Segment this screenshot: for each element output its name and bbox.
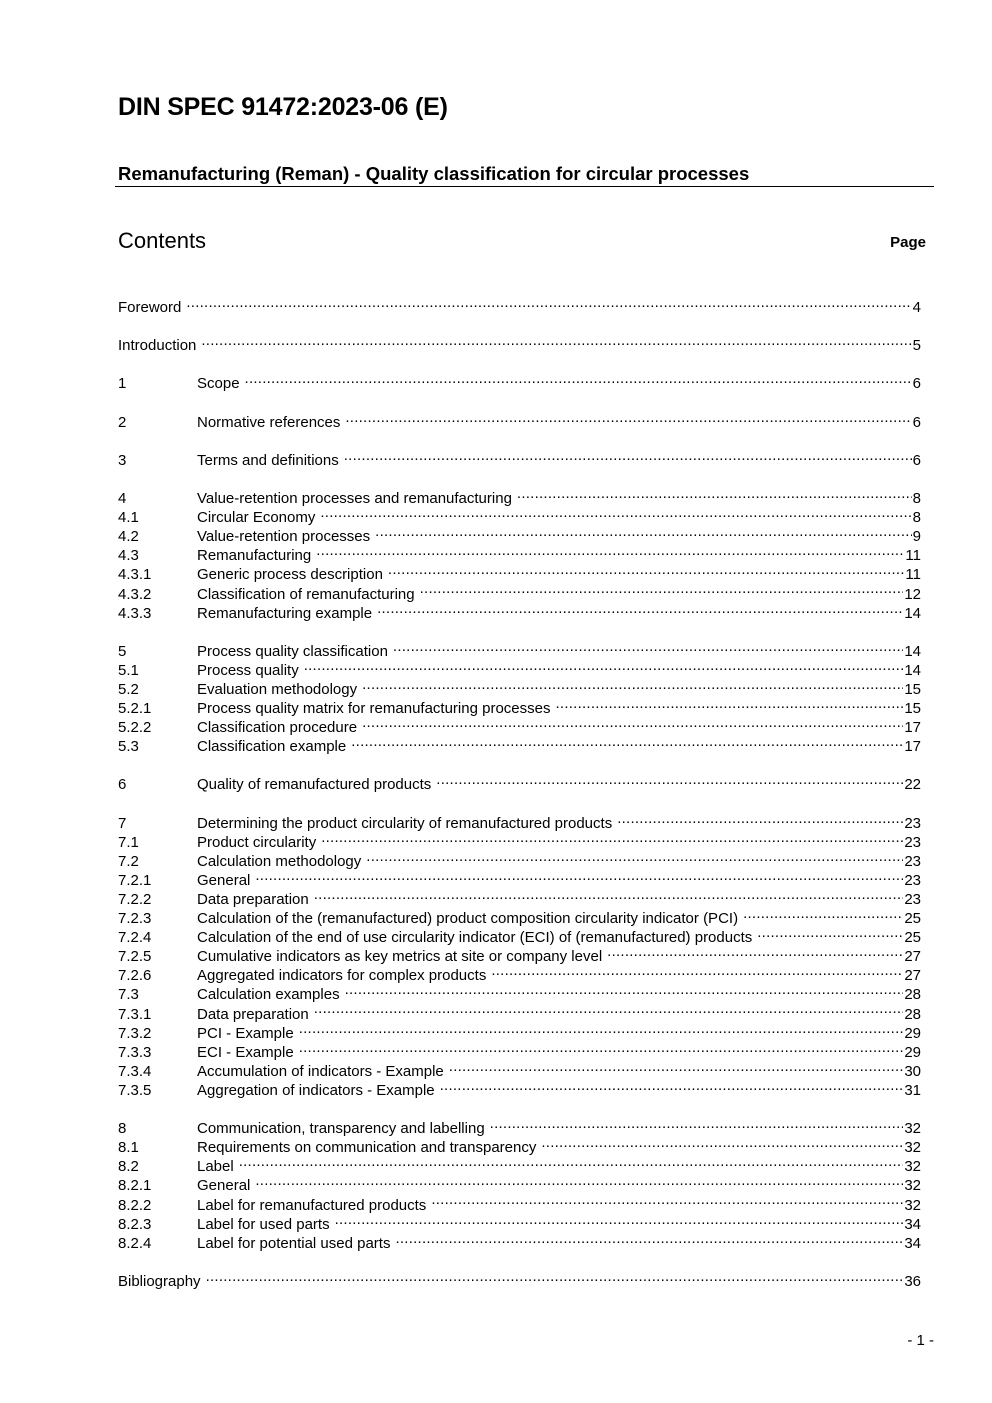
- toc-dot-leader: [388, 560, 905, 579]
- toc-entry-number: 8: [118, 1120, 127, 1138]
- document-title: DIN SPEC 91472:2023-06 (E): [118, 93, 448, 121]
- subtitle-divider: [115, 186, 934, 187]
- toc-entry-page: 17: [904, 738, 921, 756]
- toc-entry-number: 4.1: [118, 509, 139, 527]
- toc-dot-leader: [345, 980, 904, 999]
- toc-dot-leader: [366, 847, 903, 866]
- toc-dot-leader: [375, 522, 912, 541]
- toc-entry-number: 7: [118, 814, 127, 832]
- toc-dot-leader: [351, 732, 903, 751]
- toc-entry-page: 36: [904, 1272, 921, 1290]
- toc-entry-title: Quality of remanufactured products: [197, 776, 432, 794]
- toc-entry-number: 8.2.3: [118, 1215, 152, 1233]
- toc-dot-leader: [490, 1114, 904, 1133]
- toc-entry-number: 7.3.3: [118, 1043, 152, 1061]
- toc-entry[interactable]: [118, 1152, 921, 1176]
- toc-entry-number: 5.3: [118, 738, 139, 756]
- toc-entry-page: 11: [905, 566, 921, 584]
- toc-entry-number: 4.3.2: [118, 585, 152, 603]
- toc-dot-leader: [316, 541, 904, 560]
- toc-entry-number: 5.2.2: [118, 719, 152, 737]
- toc-entry-page: 14: [904, 642, 921, 660]
- toc-entry[interactable]: [118, 369, 921, 393]
- toc-entry-page: 32: [904, 1158, 921, 1176]
- toc-entry-page: 6: [912, 375, 921, 393]
- toc-dot-leader: [743, 904, 903, 923]
- toc-entry-title: Cumulative indicators as key metrics at site or company level: [197, 948, 603, 966]
- toc-dot-leader: [239, 1152, 904, 1171]
- toc-entry-page: 23: [904, 852, 921, 870]
- toc-entry-number: 5.1: [118, 661, 139, 679]
- toc-entry-page: 15: [904, 680, 921, 698]
- page-column-heading: Page: [890, 234, 926, 251]
- toc-entry-page: 23: [904, 891, 921, 908]
- toc-entry-title: PCI - Example: [197, 1024, 294, 1042]
- toc-entry-page: 32: [904, 1139, 921, 1157]
- toc-entry-number: 6: [118, 776, 127, 794]
- toc-entry-title: Classification procedure: [197, 719, 358, 737]
- toc-entry-title: General: [197, 871, 251, 889]
- toc-entry-title: General: [197, 1177, 251, 1195]
- toc-dot-leader: [393, 637, 903, 656]
- toc-entry-title: Calculation methodology: [197, 852, 362, 870]
- toc-entry-page: 29: [904, 1043, 921, 1061]
- toc-entry[interactable]: [118, 770, 921, 794]
- toc-entry-page: 8: [912, 490, 921, 508]
- toc-entry[interactable]: [118, 331, 921, 355]
- toc-entry-title: Product circularity: [197, 833, 317, 851]
- toc-entry-number: 5: [118, 642, 127, 660]
- toc-entry-page: 9: [912, 528, 921, 546]
- toc-entry-page: 31: [904, 1081, 921, 1099]
- toc-entry-title: Label for used parts: [197, 1215, 330, 1233]
- toc-entry-page: 27: [904, 948, 921, 966]
- toc-entry-page: 12: [904, 585, 921, 603]
- toc-entry-page: 34: [904, 1215, 921, 1233]
- toc-entry[interactable]: [118, 637, 921, 660]
- toc-entry-page: 27: [904, 967, 921, 985]
- toc-entry-page: 28: [904, 986, 921, 1004]
- toc-entry-number: 7.2.5: [118, 948, 152, 966]
- toc-entry-number: 1: [118, 375, 127, 393]
- toc-entry-page: 22: [904, 776, 921, 794]
- toc-entry-title: Normative references: [197, 413, 341, 431]
- toc-entry-number: 7.3: [118, 986, 139, 1004]
- toc-entry-number: 7.2.2: [118, 891, 152, 908]
- toc-entry-title: Accumulation of indicators - Example: [197, 1062, 444, 1080]
- toc-entry-page: 30: [904, 1062, 921, 1080]
- toc-entry-number: 7.3.4: [118, 1062, 152, 1080]
- toc-entry-number: 4.3: [118, 547, 139, 565]
- toc-entry-title: Classification example: [197, 738, 347, 756]
- toc-entry-title: Determining the product circularity of remanufactured products: [197, 814, 613, 832]
- toc-entry-title: Classification of remanufacturing: [197, 585, 415, 603]
- toc-entry[interactable]: [118, 484, 921, 508]
- toc-entry-title: Calculation examples: [197, 986, 340, 1004]
- toc-entry[interactable]: [118, 293, 921, 317]
- toc-dot-leader: [395, 1229, 903, 1248]
- toc-dot-leader: [320, 503, 911, 522]
- toc-entry-page: 6: [912, 451, 921, 469]
- toc-entry-number: 2: [118, 413, 127, 431]
- toc-entry-number: 8.2.2: [118, 1196, 152, 1214]
- toc-entry-number: 7.2.3: [118, 910, 152, 928]
- toc-entry-page: 4: [912, 299, 921, 317]
- toc-dot-leader: [345, 408, 911, 427]
- toc-entry[interactable]: [118, 1114, 921, 1138]
- toc-dot-leader: [255, 1171, 903, 1190]
- toc-dot-leader: [555, 694, 903, 713]
- toc-entry-title: Value-retention processes and remanufacturing: [197, 490, 512, 508]
- toc-entry-title: Value-retention processes: [197, 528, 371, 546]
- toc-entry-page: 23: [904, 833, 921, 851]
- toc-entry-number: 7.2.4: [118, 929, 152, 947]
- toc-entry-title: Calculation of the (remanufactured) product composition circularity indicator (PCI): [197, 910, 739, 928]
- toc-entry[interactable]: [118, 446, 921, 469]
- toc-dot-leader: [362, 675, 903, 694]
- toc-entry-number: 5.2: [118, 680, 139, 698]
- toc-entry-title: Process quality matrix for remanufacturing processes: [197, 700, 551, 718]
- toc-entry-title: Aggregation of indicators - Example: [197, 1081, 435, 1099]
- toc-dot-leader: [344, 446, 912, 465]
- toc-entry-number: 8.1: [118, 1139, 139, 1157]
- toc-dot-leader: [420, 579, 904, 598]
- toc-entry-page: 32: [904, 1120, 921, 1138]
- toc-entry-title: Circular Economy: [197, 509, 316, 527]
- toc-entry-number: 4: [118, 490, 127, 508]
- toc-dot-leader: [314, 885, 904, 904]
- toc-dot-leader: [436, 770, 903, 789]
- toc-entry-page: 28: [904, 1005, 921, 1023]
- toc-entry-title: Requirements on communication and transparency: [197, 1139, 537, 1157]
- document-subtitle: Remanufacturing (Reman) - Quality classification for circular processes: [118, 163, 750, 184]
- toc-entry-number: 4.2: [118, 528, 139, 546]
- toc-dot-leader: [255, 866, 903, 885]
- toc-entry-page: 11: [905, 547, 921, 565]
- toc-entry-title: Scope: [197, 375, 240, 393]
- toc-entry-title: Remanufacturing: [197, 547, 312, 565]
- toc-entry-page: 15: [904, 700, 921, 718]
- toc-entry-title: Data preparation: [197, 891, 309, 908]
- toc-entry-number: 4.3.3: [118, 604, 152, 622]
- toc-entry-number: 3: [118, 451, 127, 469]
- toc-dot-leader: [245, 369, 912, 388]
- toc-dot-leader: [757, 923, 903, 942]
- toc-entry-page: 14: [904, 661, 921, 679]
- toc-entry-title: Introduction: [118, 337, 197, 355]
- page-number-footer: - 1 -: [907, 1332, 934, 1349]
- toc-entry-number: 5.2.1: [118, 700, 152, 718]
- toc-entry-number: 7.2: [118, 852, 139, 870]
- toc-entry-page: 23: [904, 871, 921, 889]
- toc-entry-title: Label: [197, 1158, 234, 1176]
- toc-dot-leader: [541, 1133, 903, 1152]
- toc-entry-number: 7.3.5: [118, 1081, 152, 1099]
- toc-dot-leader: [449, 1057, 904, 1076]
- toc-entry-number: 8.2.4: [118, 1234, 152, 1252]
- toc-entry[interactable]: [118, 1267, 921, 1290]
- toc-entry-number: 4.3.1: [118, 566, 152, 584]
- toc-entry-title: Calculation of the end of use circularity indicator (ECI) of (remanufactured) products: [197, 929, 753, 947]
- toc-entry-title: Foreword: [118, 299, 182, 317]
- toc-dot-leader: [491, 961, 903, 980]
- toc-entry-number: 8.2.1: [118, 1177, 152, 1195]
- toc-entry[interactable]: [118, 809, 921, 832]
- toc-dot-leader: [186, 293, 911, 312]
- toc-entry-number: 8.2: [118, 1158, 139, 1176]
- toc-entry-page: 25: [904, 910, 921, 928]
- toc-entry-page: 8: [912, 509, 921, 527]
- toc-entry-number: 7.2.6: [118, 967, 152, 985]
- toc-entry-title: Label for remanufactured products: [197, 1196, 427, 1214]
- toc-entry-title: Terms and definitions: [197, 451, 339, 469]
- toc-dot-leader: [299, 1019, 904, 1038]
- toc-entry-page: 29: [904, 1024, 921, 1042]
- toc-entry-number: 7.1: [118, 833, 139, 851]
- toc-entry-number: 7.3.1: [118, 1005, 152, 1023]
- toc-dot-leader: [607, 942, 903, 961]
- toc-dot-leader: [304, 656, 904, 675]
- toc-dot-leader: [321, 828, 903, 847]
- toc-entry-page: 23: [904, 814, 921, 832]
- toc-entry-title: Data preparation: [197, 1005, 309, 1023]
- toc-entry-title: Generic process description: [197, 566, 383, 584]
- toc-entry[interactable]: [118, 408, 921, 431]
- contents-heading: Contents: [118, 228, 207, 253]
- toc-dot-leader: [617, 809, 903, 828]
- toc-dot-leader: [440, 1076, 904, 1095]
- toc-dot-leader: [201, 331, 911, 350]
- toc-dot-leader: [206, 1267, 904, 1286]
- toc-entry-title: Aggregated indicators for complex products: [197, 967, 487, 985]
- toc-dot-leader: [314, 999, 904, 1018]
- toc-dot-leader: [517, 484, 912, 503]
- toc-dot-leader: [362, 713, 903, 732]
- toc-entry-title: Bibliography: [118, 1272, 201, 1290]
- toc-entry-title: Remanufacturing example: [197, 604, 373, 622]
- toc-dot-leader: [377, 599, 903, 618]
- toc-dot-leader: [431, 1190, 903, 1209]
- toc-dot-leader: [299, 1038, 904, 1057]
- toc-entry-page: 32: [904, 1196, 921, 1214]
- toc-entry-title: Process quality classification: [197, 642, 388, 660]
- toc-entry-title: Evaluation methodology: [197, 680, 358, 698]
- toc-entry-number: 7.3.2: [118, 1024, 152, 1042]
- toc-entry-page: 34: [904, 1234, 921, 1252]
- toc-entry-page: 32: [904, 1177, 921, 1195]
- toc-entry-page: 5: [912, 337, 921, 355]
- toc-entry-title: Process quality: [197, 661, 299, 679]
- toc-dot-leader: [335, 1210, 904, 1229]
- toc-entry-page: 25: [904, 929, 921, 947]
- toc-entry-page: 17: [904, 719, 921, 737]
- toc-entry-number: 7.2.1: [118, 871, 152, 889]
- toc-entry-page: 6: [912, 413, 921, 431]
- toc-entry-title: ECI - Example: [197, 1043, 294, 1061]
- table-of-contents: [118, 293, 921, 1290]
- toc-entry-title: Label for potential used parts: [197, 1234, 391, 1252]
- toc-entry-title: Communication, transparency and labelling: [197, 1120, 485, 1138]
- toc-entry-page: 14: [904, 604, 921, 622]
